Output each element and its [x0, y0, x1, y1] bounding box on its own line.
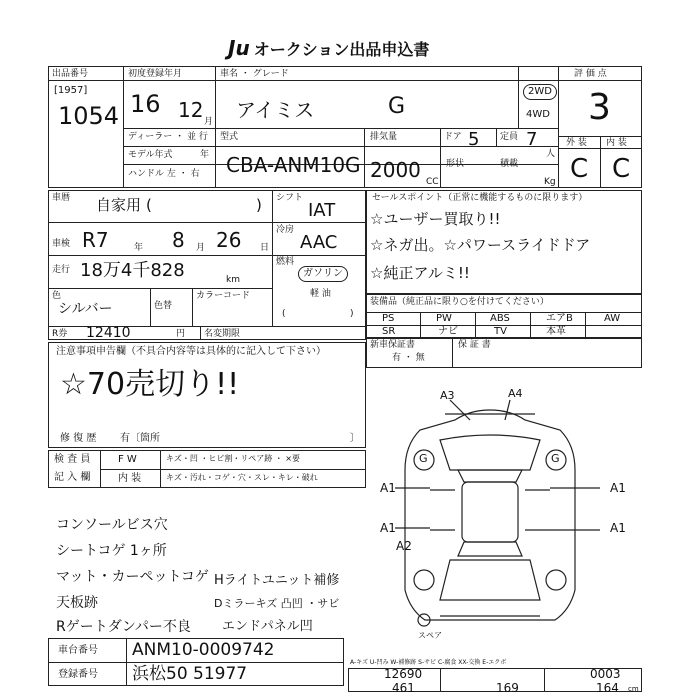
history-label: 車暦: [52, 193, 71, 203]
diag-label-a1-right-1: A1: [610, 481, 626, 495]
remark-right-1: Hライトユニット補修: [214, 573, 340, 588]
inspection-day-unit: 日: [260, 243, 270, 253]
diag-label-spare: スペア: [418, 631, 442, 640]
size-height: 164: [596, 681, 619, 695]
plate-value: 浜松50 51977: [132, 664, 248, 684]
color-value: シルバー: [58, 301, 113, 317]
color-code-label: カラーコード: [196, 291, 251, 301]
mileage-value: 18万4千828: [80, 260, 185, 281]
history-paren-open: (: [146, 196, 152, 214]
new-car-warranty-label: 新車保証書: [370, 340, 416, 350]
ju-logo: Ju: [228, 36, 250, 60]
model-year-label: モデル年式: [128, 150, 173, 160]
doors-value: 5: [468, 129, 480, 150]
sales-point-line3: ☆純正アルミ!!: [370, 264, 470, 282]
first-reg-month: 12: [178, 98, 204, 122]
inspection-month: 8: [172, 228, 185, 252]
score-value: 3: [588, 87, 611, 128]
displacement-label: 排気量: [370, 132, 398, 142]
exterior-grade: C: [570, 154, 589, 184]
remark-right-3: エンドパネル凹: [222, 619, 313, 634]
equip-pw: PW: [436, 313, 452, 324]
recycle-unit: 円: [176, 329, 186, 339]
equip-ps: PS: [382, 313, 395, 324]
chassis-value: ANM10-0009742: [132, 640, 275, 660]
car-name-label: 車名 ・ グレード: [220, 69, 289, 79]
displacement-unit: CC: [426, 177, 439, 187]
equip-leather: 本革: [546, 326, 566, 337]
warranty-label: 保 証 書: [458, 340, 491, 350]
equip-aw: AW: [604, 313, 621, 324]
recycle-label: R券: [52, 329, 68, 339]
chassis-label: 車台番号: [58, 645, 98, 656]
remark-left-3: マット・カーペットコゲ: [56, 569, 209, 585]
displacement-value: 2000: [370, 158, 421, 182]
recycle-value: 12410: [86, 325, 131, 341]
first-reg-label: 初度登録年月: [128, 69, 183, 79]
car-name: アイミス: [236, 98, 315, 122]
equip-tv: TV: [494, 326, 507, 337]
drive-2wd: 2WD: [523, 84, 557, 100]
diag-label-a2: A2: [396, 539, 412, 553]
model-year-unit: 年: [200, 150, 210, 160]
name-change-label: 名変期限: [204, 329, 241, 339]
cooling-label: 冷房: [276, 225, 295, 235]
inspection-label: 車検: [52, 239, 71, 249]
size-v1: 12690: [384, 667, 423, 681]
remark-right-2: Dミラーキズ 凸凹 ・サビ: [214, 597, 340, 610]
sales-point-label: セールスポイント（正常に機能するものに限ります）: [372, 193, 588, 203]
interior-grade: C: [612, 154, 631, 184]
remark-left-2: シートコゲ 1ヶ所: [56, 543, 167, 559]
drive-4wd: 4WD: [526, 109, 550, 120]
size-v2: 0003: [590, 667, 621, 681]
remark-left-5: Rゲートダンパー不良: [56, 619, 191, 635]
car-grade: G: [388, 94, 406, 119]
diag-label-g-right: G: [551, 452, 560, 465]
notes-text: ☆70売切り!!: [60, 367, 240, 402]
diag-label-a1-left-2: A1: [380, 521, 396, 535]
fw-label: F W: [118, 454, 137, 465]
score-label: 評 価 点: [574, 69, 607, 79]
fuel-paren-close: ): [350, 309, 354, 319]
repair-label: 修 復 歴: [60, 433, 97, 444]
handle-label: ハンドル 左 ・ 右: [128, 169, 200, 179]
fuel-paren-open: (: [282, 309, 286, 319]
size-unit: cm: [628, 685, 639, 693]
first-reg-month-unit: 月: [204, 117, 214, 127]
first-reg-year: 16: [130, 90, 161, 118]
repair-close: 〕: [350, 433, 360, 444]
inspection-era: R7: [82, 228, 109, 252]
remark-left-4: 天板跡: [56, 595, 98, 611]
sales-point-line2: ☆ネガ出。☆パワースライドドア: [370, 236, 591, 254]
plate-label: 登録番号: [58, 669, 98, 680]
shift-label: シフト: [276, 193, 304, 203]
interior-insp-items: キズ・汚れ・コゲ・穴・スレ・キレ・破れ: [166, 473, 318, 482]
inspection-day: 26: [216, 228, 242, 252]
equip-sr: SR: [382, 326, 396, 337]
interior-label: 内 装: [606, 138, 627, 148]
shift-value: IAT: [308, 200, 336, 221]
fuel-diesel: 軽 油: [310, 289, 331, 299]
fuel-gasoline: ガソリン: [298, 266, 348, 282]
model-label: 型式: [220, 132, 239, 142]
sales-point-line1: ☆ユーザー買取り!!: [370, 210, 501, 228]
diag-label-a1-left-1: A1: [380, 481, 396, 495]
inspection-year-unit: 年: [134, 243, 144, 253]
inspector-label-2: 記 入 欄: [54, 472, 91, 483]
cooling-value: AAC: [300, 232, 338, 253]
equip-navi: ナビ: [438, 326, 458, 337]
equip-airbag: エアB: [546, 313, 573, 324]
history-value: 自家用: [96, 196, 142, 214]
entry-sub-number: [1957]: [54, 85, 88, 96]
notes-label: 注意事項申告欄（不具合内容等は具体的に記入して下さい）: [56, 346, 326, 357]
model-value: CBA-ANM10G: [226, 153, 361, 177]
repair-value: 有〔箇所: [120, 433, 160, 444]
mileage-label: 走行: [52, 265, 71, 275]
inspection-month-unit: 月: [196, 243, 206, 253]
diag-label-g-left: G: [419, 452, 428, 465]
history-paren-close: ): [256, 196, 262, 214]
diag-label-a3: A3: [440, 389, 455, 402]
diag-label-a1-right-2: A1: [610, 521, 626, 535]
size-length: 461: [392, 681, 415, 695]
capacity-value: 7: [526, 129, 538, 150]
equipment-label: 装備品（純正品に限り○を付けてください）: [370, 297, 549, 307]
exterior-label: 外 装: [566, 138, 587, 148]
diag-label-a4: A4: [508, 387, 523, 400]
size-width: 169: [496, 681, 519, 695]
shape-label: 形状: [446, 159, 465, 169]
mileage-unit: km: [226, 275, 240, 285]
form-title-text: オークション出品申込書: [253, 40, 430, 59]
load-unit: Kg: [544, 177, 556, 187]
entry-number-label: 出品番号: [52, 69, 89, 79]
capacity-unit: 人: [546, 149, 556, 159]
capacity-label: 定員: [500, 132, 519, 142]
color-label: 色: [52, 291, 62, 301]
damage-legend: A-キズ U-凹み W-補修跡 S-サビ C-腐食 XX-交換 E-エクボ: [350, 659, 507, 666]
interior-insp-label: 内 装: [118, 473, 142, 484]
new-car-warranty-value: 有 ・ 無: [392, 353, 425, 363]
doors-label: ドア: [444, 132, 462, 142]
fuel-label: 燃料: [276, 257, 295, 267]
equip-abs: ABS: [490, 313, 510, 324]
color-change-label: 色替: [154, 301, 173, 311]
remark-left-1: コンソールビス穴: [56, 517, 168, 533]
entry-number: 1054: [58, 102, 120, 130]
fw-items: キズ・凹 ・ヒビ割・リペア跡 ・ ×要: [166, 454, 301, 463]
inspector-label-1: 検 査 員: [54, 454, 91, 465]
dealer-label: ディーラー ・ 並 行: [128, 132, 208, 142]
load-label: 積載: [500, 159, 519, 169]
